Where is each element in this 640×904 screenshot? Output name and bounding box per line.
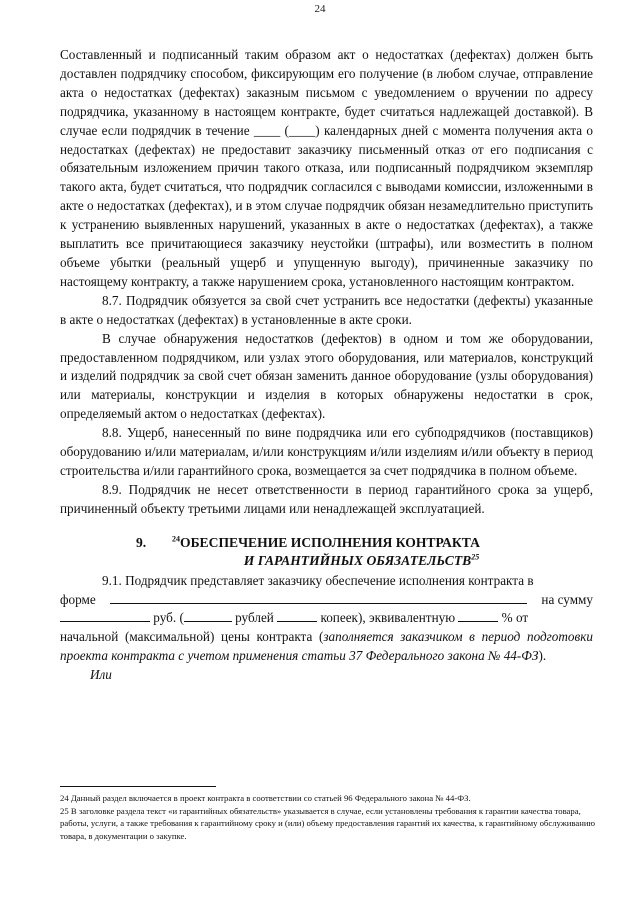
paragraph-defect-replacement: В случае обнаружения недостатков (дефектов) в одном и том же оборудовании, предоставленном подрядчиком, или узлах этого оборудования, или материалов, конструкций и изделий подрядчик за свой счет обязан заменить данное оборудование (узлы оборудования) или материалы, конструкции и изделия в которых обнаружены недостатки в срок, определяемый актом о недостатках (дефектах). <box>60 330 593 422</box>
clause-9-1-price <box>60 628 593 666</box>
italic-note: заполняется заказчиком в период подготовки проекта контракта с учетом применения статьи 37 Федерального закона № 44-ФЗ <box>60 629 594 664</box>
paragraph-act-delivery: Составленный и подписанный таким образом акт о недостатках (дефектах) должен быть доставлен подрядчику способом, фиксирующим его получение (в любом случае, отправление акта о недостатках (дефектах) заказным письмом с уведомлением о вручении по адресу подрядчика, указанному в настоящем контракте, будет считаться надлежащей доставкой). В случае если подрядчик в течение ____ (____) календарных дней с момента получения акта о недостатках (дефектах) не предоставит заказчику письменный отказ от его подписания с обязательным изложением причин такого отказа, или подписанный подрядчиком экземпляр такого акта, будет считаться, что подрядчик согласился с выводами комиссии, изложенными в акте о недостатках (дефектах), и в этом случае подрядчик обязан незамедлительно приступить к устранению выявленных нарушений, указанных в акте о недостатках (дефектах), а также выплатить все причитающиеся заказчику неустойки (штрафы), или возместить в полном объеме убытки (реальный ущерб и упущенную выгоду), причиненные заказчику по настоящему контракту, а также нарушением срока, установленного настоящим контрактом. <box>60 47 593 289</box>
percent-label: % от <box>501 610 529 626</box>
percent-blank[interactable] <box>458 609 498 622</box>
clause-9-1-intro: 9.1. Подрядчик представляет заказчику обеспечение исполнения контракта в <box>102 572 534 588</box>
rubles-blank[interactable] <box>184 609 232 622</box>
form-blank[interactable] <box>110 591 528 604</box>
paragraph-8-7: 8.7. Подрядчик обязуется за свой счет устранить все недостатки (дефекты) указанные в акте о недостатках (дефектах) в установленные в акте сроки. <box>60 292 593 327</box>
section-title-line1: ОБЕСПЕЧЕНИЕ ИСПОЛНЕНИЯ КОНТРАКТА <box>180 534 480 550</box>
amount-blank[interactable] <box>60 609 150 622</box>
section-number: 9. <box>136 534 147 550</box>
paragraph-8-9: 8.9. Подрядчик не несет ответственности в период гарантийного срока за ущерб, причиненный объекту третьими лицами или ненадлежащей эксплуатацией. <box>60 481 593 516</box>
footnote-ref-25: 25 <box>471 552 480 562</box>
amount-line <box>60 609 593 628</box>
price-end: ). <box>538 648 547 664</box>
footnote-ref-24: 24 <box>172 534 180 544</box>
section-heading <box>60 534 593 570</box>
document-body <box>60 46 593 685</box>
footnotes <box>60 792 600 842</box>
section-title-line2: И ГАРАНТИЙНЫХ ОБЯЗАТЕЛЬСТВ <box>243 552 472 568</box>
page-number: 24 <box>314 3 326 15</box>
paragraph-8-8: 8.8. Ущерб, нанесенный по вине подрядчика или его субподрядчиков (поставщиков) оборудованию и/или материалам, и/или конструкциям и/или изделиям и/или объекту в период строительства и/или гарантийного срока, возмещается за счет подрядчика в полном объеме. <box>60 425 593 478</box>
kopecks-label: копеек), эквивалентную <box>320 610 456 626</box>
ili-label: Или <box>90 667 112 683</box>
rubles-label: рублей <box>235 610 274 626</box>
footnote-24: 24 Данный раздел включается в проект контракта в соответствии со статьей 96 Федерального закона № 44-ФЗ. <box>60 793 471 803</box>
sum-label: на сумму <box>541 591 593 607</box>
price-text: начальной (максимальной) цены контракта ( <box>60 629 324 645</box>
form-label: форме <box>60 591 96 607</box>
footnote-divider <box>60 786 216 787</box>
rub-label: руб. ( <box>153 610 184 626</box>
footnote-25: 25 В заголовке раздела текст «и гарантийных обязательств» указывается в случае, если установлены требования к гарантии качества товара, работы, услуги, а также требования к гарантийному сроку и (или) объему предоставления гарантий их качества, к гарантийному обслуживанию товара, в документации о закупке. <box>60 805 596 841</box>
form-line <box>60 591 593 610</box>
kopecks-blank[interactable] <box>277 609 317 622</box>
